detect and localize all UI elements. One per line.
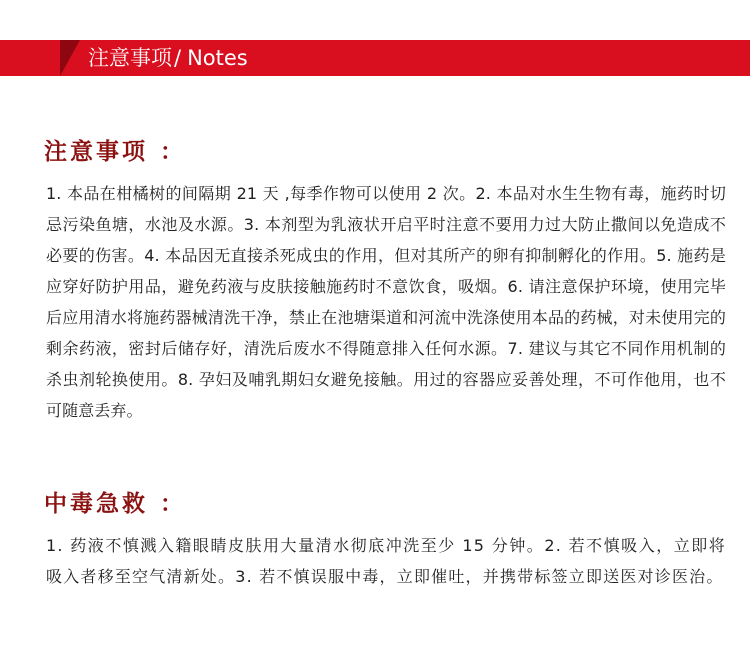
first-aid-heading <box>44 485 186 518</box>
precautions-heading <box>44 133 186 166</box>
banner-title <box>88 40 248 76</box>
first-aid-body: 1. 药液不慎溅入籍眼睛皮肤用大量清水彻底冲洗至少 15 分钟。2. 若不慎吸入，立即将吸入者移至空气清新处。3. 若不慎误服中毒，立即催吐，并携带标签立即送医对诊医治。 <box>46 536 726 586</box>
precautions-heading-colon: ： <box>160 139 186 165</box>
first-aid-heading-text: 中毒急救 <box>44 491 148 517</box>
precautions-heading-text: 注意事项 <box>44 139 148 165</box>
banner-title-en: Notes <box>187 46 248 70</box>
banner-separator: / <box>174 46 182 70</box>
banner-title-cn: 注意事项 <box>88 46 172 70</box>
header-banner <box>0 40 750 76</box>
first-aid-heading-colon: ： <box>160 491 186 517</box>
banner-notch <box>60 40 80 76</box>
precautions-body: 1. 本品在柑橘树的间隔期 21 天 ,每季作物可以使用 2 次。2. 本品对水生生物有毒，施药时切忌污染鱼塘，水池及水源。3. 本剂型为乳液状开启平时注意不要用力过大防止撒间以免造成不必要的伤害。4. 本品因无直接杀死成虫的作用，但对其所产的卵有抑制孵化的作用。5. 施药是应穿好防护用品，避免药液与皮肤接触施药时不意饮食，吸烟。6. 请注意保护环境，使用完毕后应用清水将施药器械清洗干净，禁止在池塘渠道和河流中洗涤使用本品的药械，对未使用完的剩余药液，密封后储存好，清洗后废水不得随意排入任何水源。7. 建议与其它不同作用机制的杀虫剂轮换使用。8. 孕妇及哺乳期妇女避免接触。用过的容器应妥善处理，不可作他用，也不可随意丢弃。 <box>46 184 726 420</box>
